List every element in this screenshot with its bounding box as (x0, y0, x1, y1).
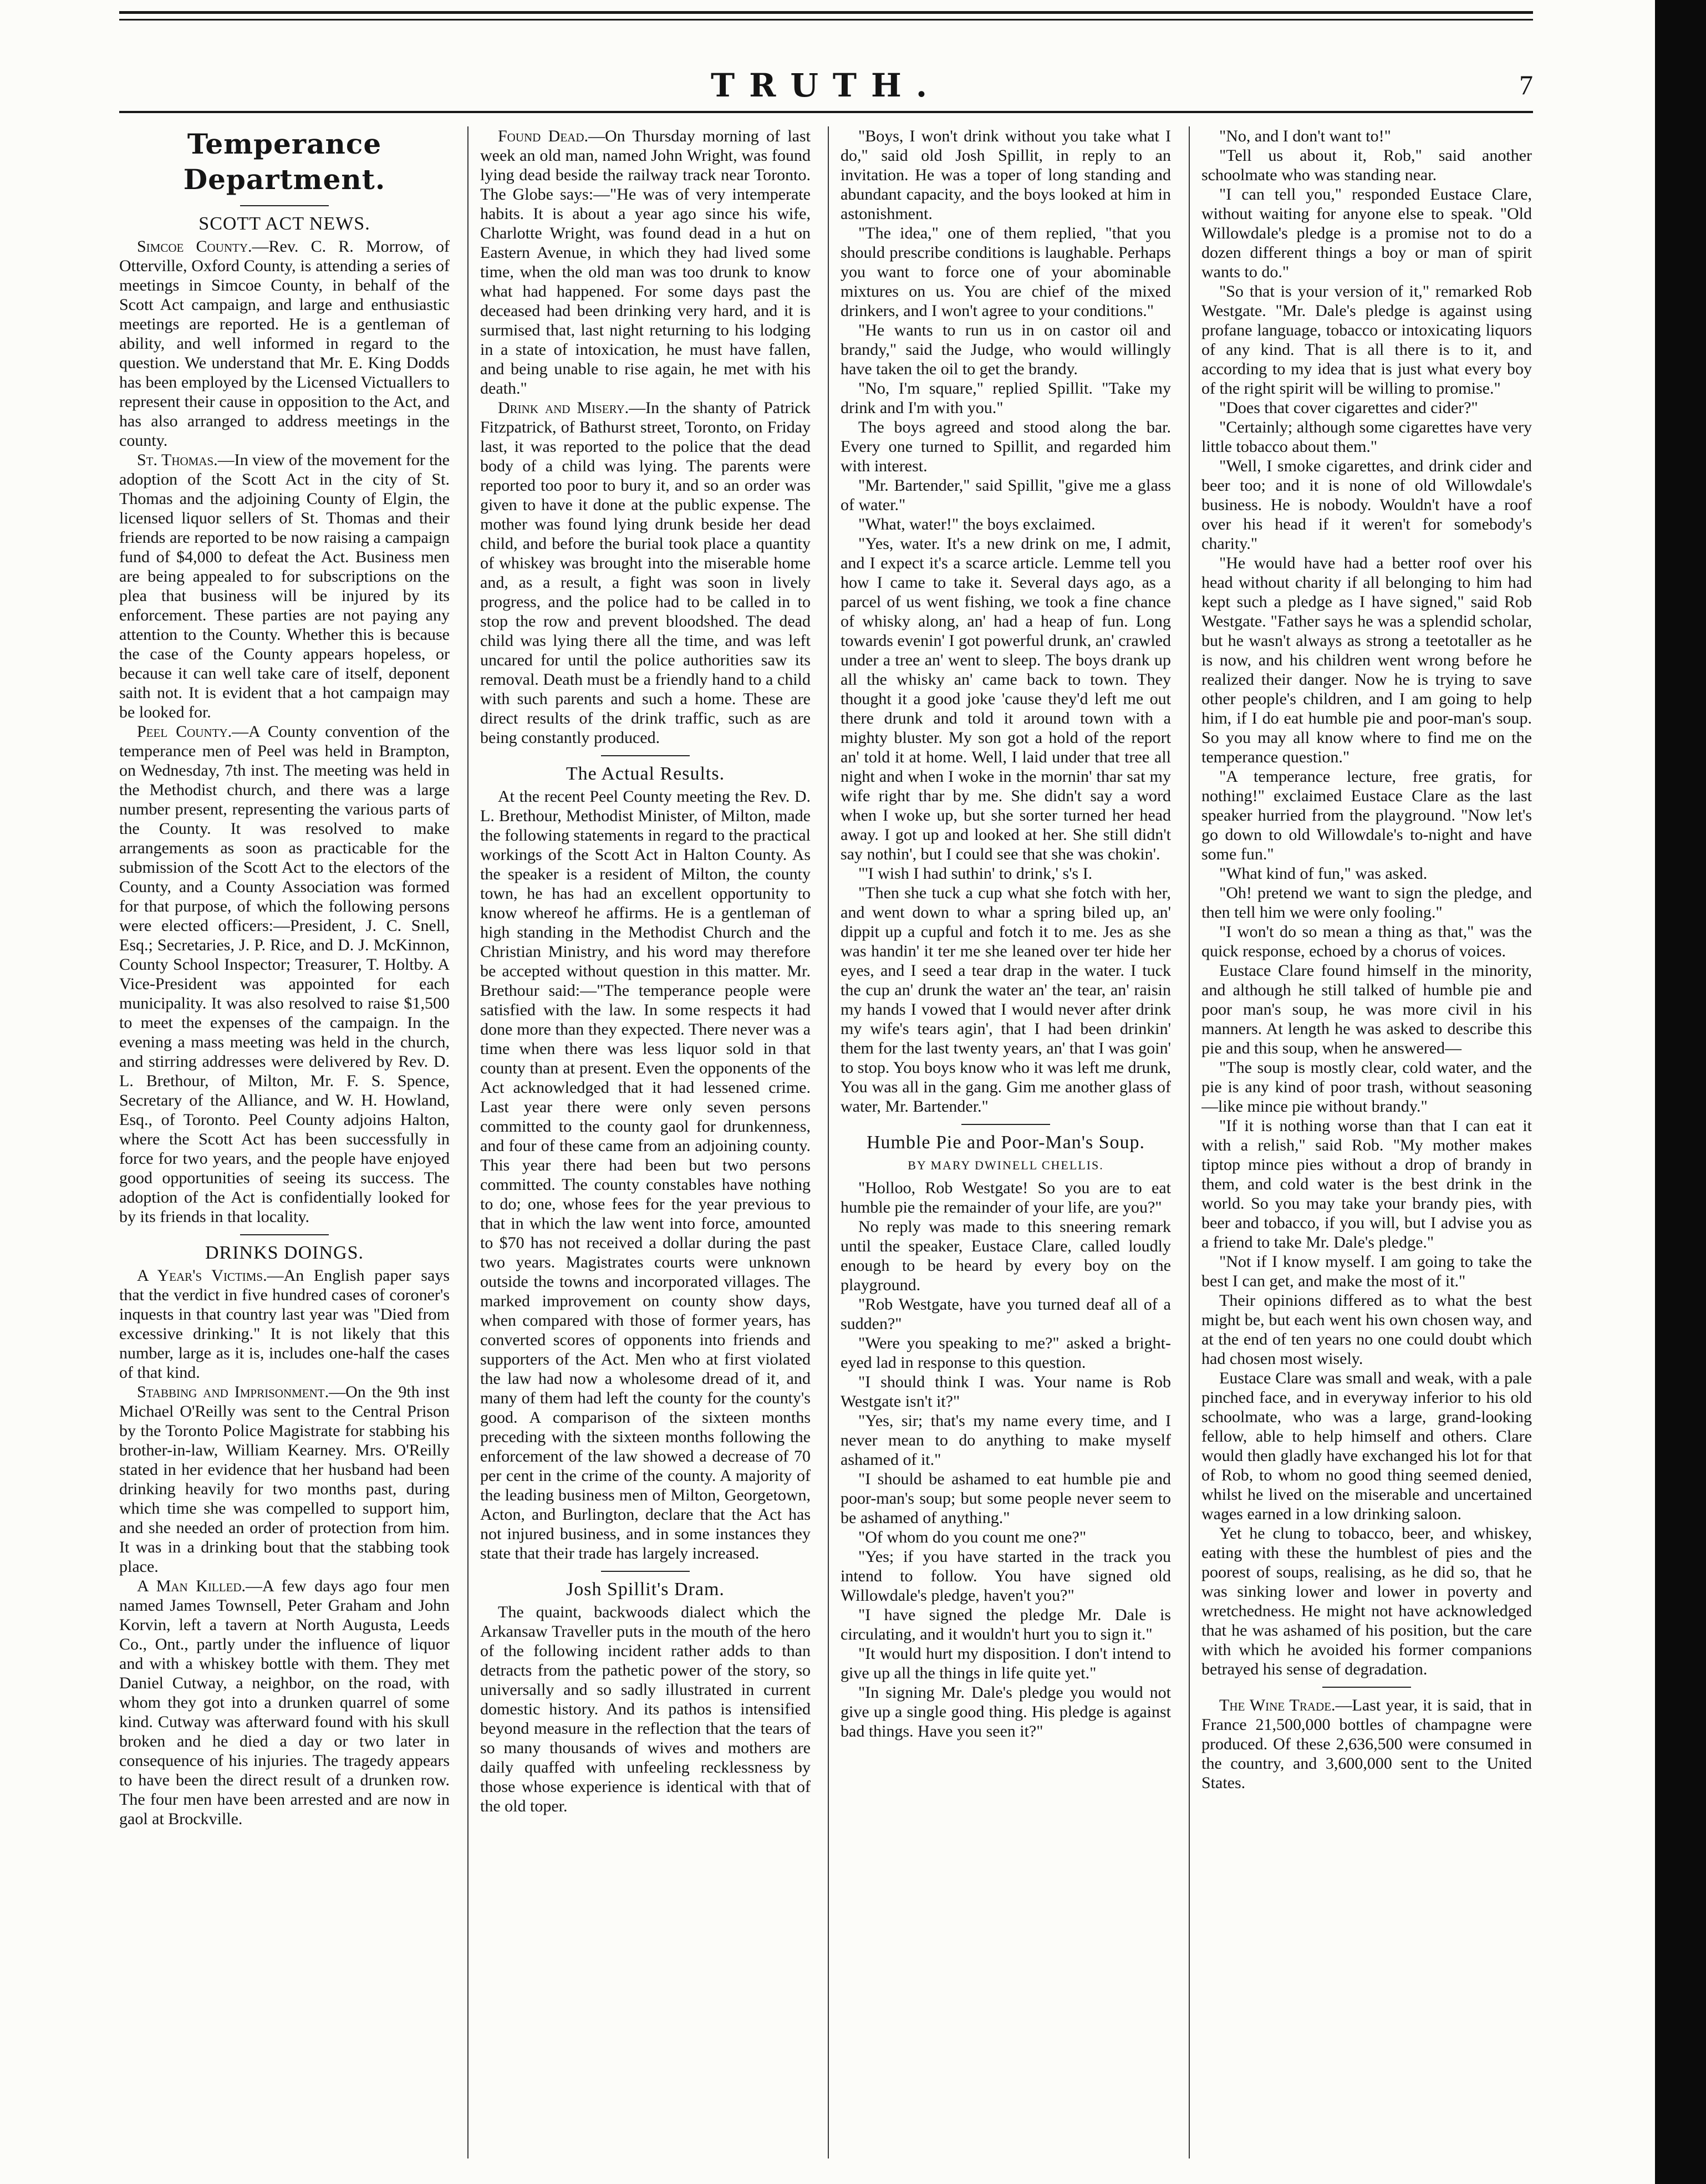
section-divider (961, 1124, 1050, 1125)
paragraph: "Of whom do you count me one?" (858, 1528, 1087, 1546)
article-st-thomas (119, 450, 450, 722)
paragraph: "I have signed the pledge Mr. Dale is circulating, and it wouldn't hurt you to sign it." (841, 1606, 1171, 1643)
section-heading-humble-pie: Humble Pie and Poor-Man's Soup. (866, 1132, 1145, 1153)
paragraph: "So that is your version of it," remarked Rob Westgate. "Mr. Dale's pledge is against using profane language, tobacco or intoxicating liquors of any kind. That is all there is to it, and according to my idea that is just what every boy of the right spirit will be willing to promise." (1201, 282, 1532, 398)
section-divider (601, 1571, 690, 1572)
column-4 (1201, 126, 1532, 2167)
article-lead: The Wine Trade. (1219, 1696, 1336, 1714)
paragraph: "I can tell you," responded Eustace Clare, without waiting for anyone else to speak. "Old Willowdale's pledge is a promise not to do a dozen different things a boy or man of spirit wants to do." (1201, 185, 1532, 281)
paragraph: "He would have had a better roof over his head without charity if all belonging to him had kept such a pledge as I have signed," said Rob Westgate. "Father says he was a splendid scholar, but he wasn't always as strong a teetotaller as he is now, and his children went wrong before he realized their danger. Now he is trying to save other people's children, and I am going to help him, if I do eat humble pie and poor-man's soup. So you may all know where to find me on the temperance question." (1201, 554, 1532, 766)
paragraph: "Yes, sir; that's my name every time, and I never mean to do anything to make myself ashamed of it." (841, 1412, 1171, 1469)
paragraph: "A temperance lecture, free gratis, for nothing!" exclaimed Eustace Clare as the last speaker hurried from the playground. "Now let's go down to old Willowdale's to-night and have some fun." (1201, 767, 1532, 863)
paragraph: "The soup is mostly clear, cold water, and the pie is any kind of poor trash, without seasoning—like mince pie without brandy." (1201, 1058, 1532, 1116)
article-text: —A few days ago four men named James Townsell, Peter Graham and John Korvin, left a tavern at North Augusta, Leeds Co., Ont., partly under the influence of liquor and with a whiskey bottle with them. They met Daniel Cutway, a neighbor, on the road, with whom they got into a drunken quarrel of some kind. Cutway was afterward found with his skull broken and he died a day or two later in consequence of his injuries. The tragedy appears to have been the direct result of a drunken row. The four men have been arrested and are now in gaol at Brockville. (119, 1577, 450, 1828)
paragraph: Eustace Clare found himself in the minority, and although he still talked of humble pie and poor man's soup, he was more civil in his manners. At length he was asked to describe this pie and this soup, when he answered— (1201, 961, 1532, 1057)
column-separator (467, 126, 468, 2158)
article-lead: Found Dead. (498, 127, 588, 145)
column-separator (1189, 126, 1190, 2158)
section-heading-drinks-doings: DRINKS DOINGS. (205, 1243, 364, 1263)
section-divider (601, 755, 690, 756)
scan-edge (1655, 0, 1706, 2184)
column-1 (119, 126, 450, 2167)
masthead-rule (119, 111, 1533, 113)
column-3 (841, 126, 1171, 2167)
article-peel (119, 722, 450, 1226)
article-lead: Drink and Misery. (498, 399, 629, 417)
department-title: Temperance Department. (183, 128, 386, 196)
paragraph: The boys agreed and stood along the bar. Every one turned to Spillit, and regarded him with interest. (841, 418, 1171, 475)
top-rule-thin (119, 19, 1533, 21)
byline: BY MARY DWINELL CHELLIS. (908, 1158, 1104, 1172)
paragraph: Eustace Clare was small and weak, with a pale pinched face, and in everyway inferior to his old schoolmate, who was a large, grand-looking fellow, able to help himself and others. Clare would then gladly have exchanged his lot for that of Rob, to whom no good thing seemed denied, whilst he lived on the miserable and uncertained wages earned in a low drinking saloon. (1201, 1369, 1532, 1523)
paragraph: "Holloo, Rob Westgate! So you are to eat humble pie the remainder of your life, are you?" (841, 1179, 1171, 1216)
section-divider (240, 205, 329, 206)
column-2 (480, 126, 811, 2167)
article-lead: A Man Killed. (137, 1577, 246, 1595)
article-text: —In the shanty of Patrick Fitzpatrick, of Bathurst street, Toronto, on Friday last, it was reported to the police that the dead body of a child was lying. The parents were reported too poor to bury it, and so an order was given to have it done at the public expense. The mother was found lying drunk beside her dead child, and before the burial took place a quantity of whiskey was brought into the miserable home and, as a result, a fight was soon in lively progress, and the police had to be called in to stop the row and prevent bloodshed. The dead child was lying there all the time, and was left uncared for until the police authorities saw its removal. Death must be a friendly hand to a child with such parents and such a home. These are direct results of the drink traffic, such as are being constantly produced. (480, 399, 811, 747)
article-years-victims (119, 1266, 450, 1382)
paragraph: "No, and I don't want to!" (1219, 127, 1391, 145)
top-rule (119, 11, 1533, 14)
article-text: —A County convention of the temperance men of Peel was held in Brampton, on Wednesday, 7th inst. The meeting was held in the Methodist church, and there was a large number present, representing the various parts of the County. It was resolved to make arrangements as soon as practicable for the submission of the Scott Act to the electors of the County, and a County Association was formed for that purpose, of which the following persons were elected officers:—President, J. C. Snell, Esq.; Secretaries, J. P. Rice, and D. J. McKinnon, County School Inspector; Treasurer, T. Holtby. A Vice-President was appointed for each municipality. It was also resolved to raise $1,500 to meet the expenses of the campaign. In the evening a mass meeting was held in the church, and stirring addresses were delivered by Rev. D. L. Brethour, of Milton, Mr. F. S. Spence, Secretary of the Alliance, and W. H. Howland, Esq., of Toronto. Peel County adjoins Halton, where the Scott Act has been successfully in force for two years, and the people have enjoyed good opportunities of seeing its success. The adoption of the Act is confidentially looked for by its friends in that locality. (119, 722, 450, 1226)
section-heading-scott-act: SCOTT ACT NEWS. (198, 213, 370, 234)
article-text: —In view of the movement for the adoption of the Scott Act in the city of St. Thomas and the adjoining County of Elgin, the licensed liquor sellers of St. Thomas and their friends are reported to be now raising a campaign fund of $4,000 to defeat the Act. Business men are being appealed to for subscriptions on the plea that business will be injured by its enforcement. These parties are not paying any attention to the County. Whether this is because the case of the County appears hopeless, or because it can well take care of itself, deponent saith not. It is evident that a hot campaign may be looked for. (119, 451, 450, 721)
article-man-killed (119, 1576, 450, 1829)
paragraph: "Tell us about it, Rob," said another schoolmate who was standing near. (1201, 146, 1532, 184)
paragraph: The quaint, backwoods dialect which the Arkansaw Traveller puts in the mouth of the hero of the following incident rather adds to than detracts from the pathetic power of the story, so universally and so sadly illustrated in current domestic history. And its pathos is intensified beyond measure in the reflection that the tears of so many thousands of wives and mothers are daily quaffed with unfeeling recklessness by those whose experience is identical with that of the old toper. (480, 1603, 811, 1815)
article-lead: Peel County. (137, 722, 232, 741)
paragraph: "What, water!" the boys exclaimed. (858, 515, 1096, 533)
article-lead: A Year's Victims. (137, 1266, 267, 1285)
paragraph: "Yes, water. It's a new drink on me, I admit, and I expect it's a scarce article. Lemme tell you how I came to take it. Several days ago, as a parcel of us went fishing, we took a fine chance of whisky along, an' had a heap of fun. Long towards evenin' I got powerful drunk, an' crawled under a tree an' went to sleep. The boys drank up all the whisky an' came back to town. They thought it a good joke 'cause they'd left me out there drunk and told it around town with a mighty bluster. My son got a hold of the report an' told it at home. Well, I laid under that tree all night and when I woke in the mornin' thar sat my wife right thar by me. She didn't say a word when I woke up, but she sorter turned her head away. I got up and looked at her. She still didn't say nothin', but I could see that she was chokin'. (841, 534, 1171, 863)
page-number: 7 (1519, 69, 1533, 100)
masthead (119, 67, 1533, 104)
paragraph: No reply was made to this sneering remark until the speaker, Eustace Clare, called loudly enough to be heard by every boy on the playground. (841, 1218, 1171, 1294)
section-divider (240, 1234, 329, 1235)
paragraph: "I won't do so mean a thing as that," was the quick response, echoed by a chorus of voices. (1201, 923, 1532, 960)
paragraph: "Certainly; although some cigarettes have very little tobacco about them." (1201, 418, 1532, 456)
paragraph: "No, I'm square," replied Spillit. "Take my drink and I'm with you." (841, 379, 1171, 417)
article-stabbing (119, 1382, 450, 1576)
article-simcoe (119, 237, 450, 450)
paragraph: "Oh! pretend we want to sign the pledge, and then tell him we were only fooling." (1201, 884, 1532, 922)
paragraph: "Rob Westgate, have you turned deaf all of a sudden?" (841, 1295, 1171, 1333)
paragraph: "Were you speaking to me?" asked a bright-eyed lad in response to this question. (841, 1334, 1171, 1372)
section-heading-actual-results: The Actual Results. (566, 763, 725, 784)
article-text: —Rev. C. R. Morrow, of Otterville, Oxford County, is attending a series of meetings in Simcoe County, in behalf of the Scott Act campaign, and large and enthusiastic meetings are reported. He is a gentleman of ability, and well informed in regard to the question. We understand that Mr. E. King Dodds has been employed by the Licensed Victuallers to represent their cause in opposition to the Act, and has also arranged to address meetings in the county. (119, 237, 450, 450)
article-lead: St. Thomas. (137, 451, 218, 469)
paragraph: "Not if I know myself. I am going to take the best I can get, and make the most of it." (1201, 1253, 1532, 1290)
column-separator (828, 126, 829, 2158)
paragraph: "It would hurt my disposition. I don't intend to give up all the things in life quite yet." (841, 1645, 1171, 1682)
section-heading-josh-spillit: Josh Spillit's Dram. (566, 1579, 725, 1600)
masthead-title: TRUTH. (710, 67, 942, 104)
article-lead: Stabbing and Imprisonment. (137, 1383, 329, 1401)
paragraph: "Mr. Bartender," said Spillit, "give me a glass of water." (841, 476, 1171, 514)
paragraph: "In signing Mr. Dale's pledge you would not give up a single good thing. His pledge is against bad things. Have you seen it?" (841, 1683, 1171, 1740)
paragraph: "What kind of fun," was asked. (1219, 864, 1428, 883)
paragraph: "I should be ashamed to eat humble pie and poor-man's soup; but some people never seem to be ashamed of anything." (841, 1470, 1171, 1527)
paragraph: Yet he clung to tobacco, beer, and whiskey, eating with these the humblest of pies and the poorest of soups, realising, as he did so, that he was sinking lower and lower in poverty and wretchedness. He might not have acknowledged that he was ashamed of his position, but the care with which he avoided his former companions betrayed his sense of degradation. (1201, 1524, 1532, 1678)
article-text: —Last year, it is said, that in France 21,500,000 bottles of champagne were produced. Of these 2,636,500 were consumed in the country, and 3,600,000 sent to the United States. (1201, 1696, 1532, 1792)
paragraph: Their opinions differed as to what the best might be, but each went his own chosen way, and at the end of ten years no one could doubt which had chosen most wisely. (1201, 1291, 1532, 1368)
paragraph: "'I wish I had suthin' to drink,' s's I. (858, 864, 1093, 883)
paragraph: "He wants to run us in on castor oil and brandy," said the Judge, who would willingly have taken the oil to get the brandy. (841, 321, 1171, 378)
paragraph: "Well, I smoke cigarettes, and drink cider and beer too; and it is none of old Willowdale's business. He is nobody. Wouldn't have a roof over his head if it weren't for somebody's charity." (1201, 457, 1532, 553)
section-divider (1322, 1687, 1411, 1688)
paragraph: "I should think I was. Your name is Rob Westgate isn't it?" (841, 1373, 1171, 1411)
paragraph: "Then she tuck a cup what she fotch with her, and went down to whar a spring biled up, an' dippit up a cupful and fotch it to me. Jes as she was handin' it ter me she leaned over ter hide her eyes, and I seed a tear drap in the water. I tuck the cup an' drunk the water an' the tear, an' raisin my hands I vowed that I would never after drink my wife's tears agin', that I had been drinkin' them for the last twenty years, an' that I was goin' to stop. You boys know who it was left me drunk, You was all in the gang. Gim me another glass of water, Mr. Bartender." (841, 884, 1171, 1116)
article-lead: Simcoe County. (137, 237, 252, 256)
article-wine-trade (1201, 1696, 1532, 1793)
article-text: —On Thursday morning of last week an old man, named John Wright, was found lying dead beside the railway track near Toronto. The Globe says:—"He was of very intemperate habits. It is about a year ago since his wife, Charlotte Wright, was found dead in a hut on Eastern Avenue, in which they had lived some time, when the old man was too drunk to know what had happened. For some days past the deceased had been drinking very hard, and it is surmised that, last night returning to his lodging in a state of intoxication, he must have fallen, and being unable to rise again, he met with his death." (480, 127, 811, 398)
article-text: —An English paper says that the verdict in five hundred cases of coroner's inquests in that country last year was "Died from excessive drinking." It is not likely that this number, large as it is, includes one-half the cases of that kind. (119, 1266, 450, 1382)
article-drink-misery (480, 398, 811, 747)
paragraph: "If it is nothing worse than that I can eat it with a relish," said Rob. "My mother makes tiptop mince pies without a drop of brandy in them, and cold water is the best drink in the world. So you may take your brandy pies, with beer and tobacco, if you will, but I advise you as a friend to take Mr. Dale's pledge." (1201, 1117, 1532, 1251)
paragraph: At the recent Peel County meeting the Rev. D. L. Brethour, Methodist Minister, of Milton, made the following statements in regard to the practical workings of the Scott Act in Halton County. As the speaker is a resident of Milton, the county town, he has had an excellent opportunity to know whereof he affirms. He is a gentleman of high standing in the Methodist Church and the Christian Ministry, and his word may therefore be accepted without question in this matter. Mr. Brethour said:—"The temperance people were satisfied with the law. In some respects it had done more than they expected. There never was a time when there was less liquor sold in that county than at present. Even the opponents of the Act acknowledged that it had lessened crime. Last year there were only seven persons committed to the county gaol for drunkenness, and four of these came from an adjoining county. This year there had been but two persons committed. The county constables have nothing to do; one, whose fees for the year previous to that in which the law went into force, amounted to $70 has not received a dollar during the past two years. Magistrates courts were unknown outside the towns and incorporated villages. The marked improvement on county show days, when compared with those of former years, has converted scores of opponents into friends and supporters of the Act. Men who at first violated the law had now a wholesome dread of it, and many of them had left the county for the county's good. A comparison of the sixteen months preceding with the sixteen months following the enforcement of the law showed a decrease of 70 per cent in the crime of the county. A majority of the leading business men of Milton, Georgetown, Acton, and Burlington, declare that the Act has not injured business, and in some instances they state that their trade has largely increased. (480, 787, 811, 1562)
paragraph: "Does that cover cigarettes and cider?" (1219, 399, 1478, 417)
article-found-dead (480, 126, 811, 398)
paragraph: "Boys, I won't drink without you take what I do," said old Josh Spillit, in reply to an invitation. He was a toper of long standing and abundant capacity, and the boys looked at him in astonishment. (841, 127, 1171, 223)
paragraph: "Yes; if you have started in the track you intend to follow. You have signed old Willowdale's pledge, haven't you?" (841, 1547, 1171, 1605)
article-text: —On the 9th inst Michael O'Reilly was sent to the Central Prison by the Toronto Police Magistrate for stabbing his brother-in-law, William Kearney. Mrs. O'Reilly stated in her evidence that her husband had been drinking heavily for two months past, during which time she was compelled to support him, and she needed an order of protection from him. It was in a drinking bout that the stabbing took place. (119, 1383, 450, 1576)
paragraph: "The idea," one of them replied, "that you should prescribe conditions is laughable. Perhaps you want to force one of your abominable mixtures on us. You are chief of the mixed drinkers, and I won't agree to your conditions." (841, 224, 1171, 320)
